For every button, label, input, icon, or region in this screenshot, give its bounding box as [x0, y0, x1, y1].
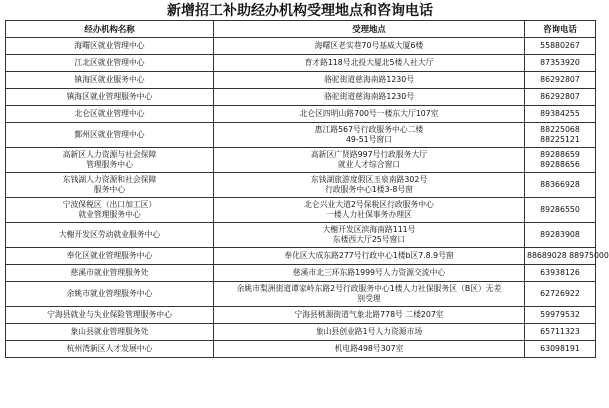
- agency-name-line: 海曙区就业管理中心: [74, 41, 145, 50]
- phone-line: 89283908: [540, 230, 580, 239]
- agency-name-line: 高新区人力资源与社会保障: [62, 150, 157, 159]
- phone-line: 63098191: [540, 344, 580, 353]
- address-line: 机电路498号307室: [334, 344, 404, 353]
- agency-name-cell: [6, 123, 214, 148]
- phone-line: 88366928: [540, 180, 580, 189]
- table-row: [6, 106, 596, 123]
- address-cell: [214, 72, 525, 89]
- agency-name-line: 宁海县就业与失业保险管理服务中心: [47, 310, 172, 319]
- agency-name-cell: [6, 55, 214, 72]
- table-row: [6, 38, 596, 55]
- agency-name-cell: [6, 223, 214, 248]
- address-line: 别受理: [357, 294, 381, 303]
- address-line: 海曙区老实巷70号基威大厦6楼: [314, 41, 424, 50]
- address-line: 奉化区大成东路277号行政中心1楼b区7.8.9号窗: [284, 251, 454, 260]
- address-cell: [214, 106, 525, 123]
- agency-name-cell: [6, 307, 214, 324]
- address-cell: [214, 265, 525, 282]
- agency-name-line: 镇海区就业服务中心: [74, 75, 145, 84]
- phone-cell: [525, 341, 596, 358]
- phone-line: 62726922: [540, 289, 580, 298]
- phone-cell: [525, 123, 596, 148]
- address-cell: [214, 89, 525, 106]
- agency-name-cell: [6, 324, 214, 341]
- address-cell: [214, 282, 525, 307]
- address-line: 慈溪市北三环东路1999号人力资源交流中心: [292, 268, 446, 277]
- address-line: 49-51号窗口: [345, 135, 393, 144]
- table-row: [6, 223, 596, 248]
- phone-line: 89288659: [540, 150, 580, 159]
- table-header-row: [6, 21, 596, 38]
- agency-name-cell: [6, 248, 214, 265]
- header-phone: 咨询电话: [525, 21, 596, 38]
- address-cell: [214, 148, 525, 173]
- address-cell: [214, 324, 525, 341]
- agency-name-line: 鄞州区就业管理中心: [74, 130, 145, 139]
- phone-line: 88689028 88975000: [527, 251, 609, 260]
- phone-line: 88225068: [540, 125, 580, 134]
- phone-cell: [525, 248, 609, 265]
- address-cell: [214, 55, 525, 72]
- address-line: 宁海县桃源街道气象北路778号 二楼207室: [294, 310, 444, 319]
- phone-cell: [525, 89, 596, 106]
- agency-name-cell: [6, 38, 214, 55]
- phone-cell: [525, 198, 596, 223]
- agency-name-line: 奉化区就业管理服务中心: [66, 251, 153, 260]
- address-cell: [214, 341, 525, 358]
- agency-name-cell: [6, 89, 214, 106]
- agency-name-line: 大榭开发区劳动就业服务中心: [58, 230, 161, 239]
- table-row: [6, 324, 596, 341]
- phone-cell: [525, 38, 596, 55]
- phone-cell: [525, 72, 596, 89]
- agency-name-line: 管理服务中心: [86, 160, 133, 169]
- phone-cell: [525, 324, 596, 341]
- address-cell: [214, 307, 525, 324]
- address-line: 就业人才综合窗口: [337, 160, 401, 169]
- agency-name-line: 宁波保税区（出口加工区）: [62, 200, 157, 209]
- address-line: 骆驼街道慈海南路1230号: [323, 92, 414, 101]
- agency-name-line: 象山县就业管理服务处: [70, 327, 149, 336]
- phone-line: 87353920: [540, 58, 580, 67]
- address-line: 北仑区四明山路700号一楼东大厅107室: [299, 109, 439, 118]
- phone-cell: [525, 173, 596, 198]
- phone-line: 89384255: [540, 109, 580, 118]
- table-row: [6, 55, 596, 72]
- agency-name-line: 余姚市就业管理服务中心: [66, 289, 153, 298]
- table-row: [6, 72, 596, 89]
- table-row: [6, 89, 596, 106]
- table-row: [6, 198, 596, 223]
- address-cell: [214, 123, 525, 148]
- agency-name-line: 镇海区就业管理服务中心: [66, 92, 153, 101]
- phone-line: 89288656: [540, 160, 580, 169]
- agency-table: [5, 20, 609, 358]
- phone-cell: [525, 55, 596, 72]
- address-line: 余姚市梨洲街道谭家岭东路2号行政服务中心1楼人力社保服务区（B区）无差: [236, 284, 502, 293]
- phone-line: 63938126: [540, 268, 580, 277]
- phone-line: 86292807: [540, 92, 580, 101]
- phone-line: 86292807: [540, 75, 580, 84]
- phone-cell: [525, 223, 596, 248]
- address-cell: [214, 223, 525, 248]
- address-line: 惠江路567号行政服务中心二楼: [314, 125, 424, 134]
- table-row: [6, 341, 596, 358]
- agency-name-cell: [6, 148, 214, 173]
- address-cell: [214, 248, 525, 265]
- address-line: 东钱湖旅游度假区玉泉南路302号: [310, 175, 428, 184]
- phone-line: 88225121: [540, 135, 580, 144]
- phone-cell: [525, 307, 596, 324]
- agency-name-cell: [6, 282, 214, 307]
- address-line: 骆驼街道慈海南路1230号: [323, 75, 414, 84]
- agency-name-cell: [6, 106, 214, 123]
- phone-line: 65711323: [540, 327, 580, 336]
- agency-name-cell: [6, 72, 214, 89]
- address-line: 北仑兴业大道2号保税区行政服务中心: [304, 200, 434, 209]
- agency-name-line: 服务中心: [93, 185, 126, 194]
- address-cell: [214, 173, 525, 198]
- phone-cell: [525, 265, 596, 282]
- agency-name-cell: [6, 198, 214, 223]
- header-address: 受理地点: [214, 21, 525, 38]
- phone-line: 59979532: [540, 310, 580, 319]
- phone-line: 55880267: [540, 41, 580, 50]
- address-line: 一楼人力社保事务办理区: [326, 210, 412, 219]
- agency-name-cell: [6, 173, 214, 198]
- table-row: [6, 173, 596, 198]
- agency-name-line: 就业管理服务中心: [78, 210, 141, 219]
- table-row: [6, 282, 596, 307]
- phone-cell: [525, 282, 596, 307]
- agency-name-cell: [6, 341, 214, 358]
- address-line: 象山县创业路1号人力资源市场: [315, 327, 423, 336]
- address-line: 高新区广贤路997号行政服务大厅: [310, 150, 428, 159]
- phone-cell: [525, 106, 596, 123]
- phone-cell: [525, 148, 596, 173]
- header-agency-name: 经办机构名称: [6, 21, 214, 38]
- agency-name-line: 东钱湖人力资源和社会保障: [62, 175, 157, 184]
- table-row: [6, 265, 596, 282]
- agency-name-line: 北仑区就业管理中心: [74, 109, 145, 118]
- agency-name-line: 慈溪市就业管理服务处: [70, 268, 149, 277]
- address-line: 东楼西大厅25号窗口: [332, 235, 406, 244]
- table-row: [6, 123, 596, 148]
- page-title: 新增招工补助经办机构受理地点和咨询电话: [167, 3, 433, 19]
- address-cell: [214, 198, 525, 223]
- address-line: 育才路118号北投大厦北5楼人社大厅: [304, 58, 434, 67]
- address-line: 大榭开发区滨海南路111号: [322, 225, 416, 234]
- table-row: [6, 148, 596, 173]
- table-row: [6, 307, 596, 324]
- address-cell: [214, 38, 525, 55]
- table-row: [6, 248, 596, 265]
- agency-name-line: 江北区就业管理中心: [74, 58, 145, 67]
- address-line: 行政服务中心1楼3-8号窗: [325, 185, 413, 194]
- phone-line: 89286550: [540, 205, 580, 214]
- agency-name-cell: [6, 265, 214, 282]
- agency-name-line: 杭州湾新区人才发展中心: [66, 344, 153, 353]
